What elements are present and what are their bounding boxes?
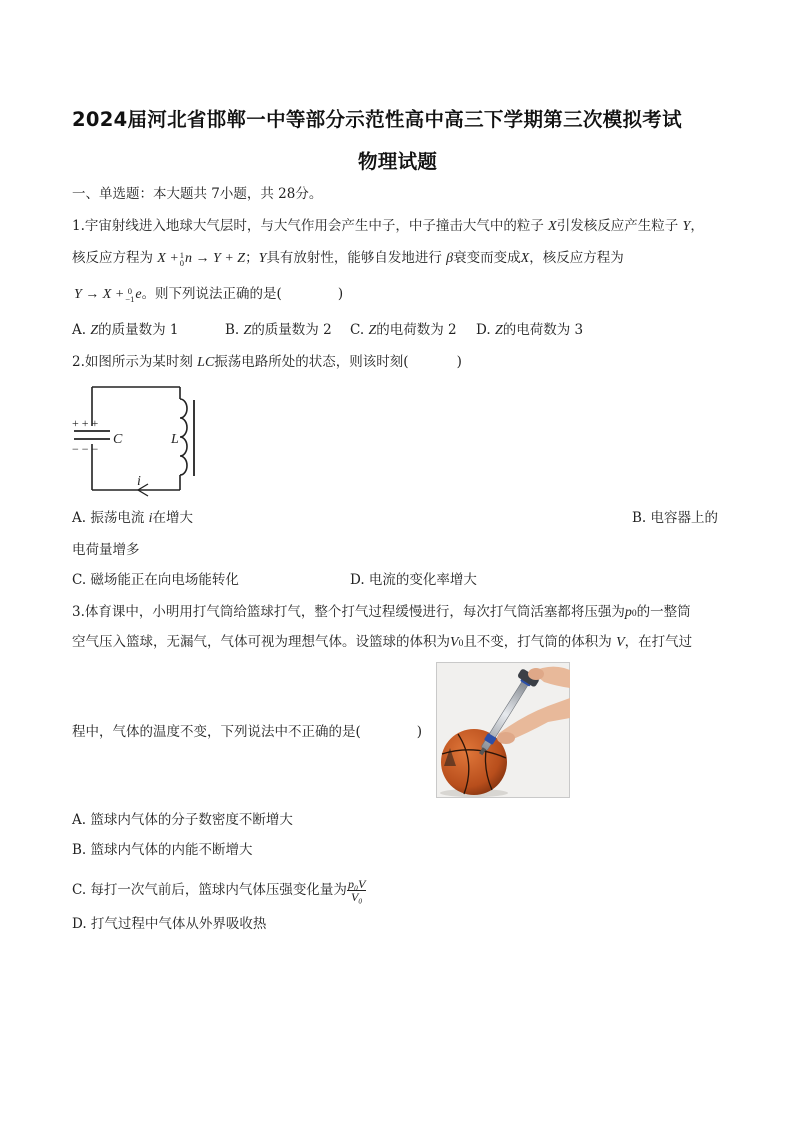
q3-line-2: 空气压入篮球，无漏气，气体可视为理想气体。设篮球的体积为V0且不变，打气筒的体积为 V，在打气过: [72, 634, 693, 650]
basketball-pump-photo: [436, 662, 570, 798]
q1-option-b: B. Z的质量数为 2: [225, 322, 332, 338]
q1-option-c: C. Z的电荷数为 2: [350, 322, 457, 338]
page-title: 2024届河北省邯郸一中等部分示范性高中高三下学期第三次模拟考试: [72, 108, 682, 131]
hand-lower: [497, 732, 515, 744]
q1-equation-2: Y → X + 0 −1 e: [74, 285, 142, 304]
q1-option-a: A. Z的质量数为 1: [72, 322, 179, 338]
q3-option-a: A. 篮球内气体的分子数密度不断增大: [72, 812, 293, 828]
q3-line-1: 3.体育课中，小明用打气筒给篮球打气，整个打气过程缓慢进行，每次打气筒活塞都将压强为p0的一整筒: [72, 604, 691, 620]
q2-option-b: B. 电容器上的: [632, 510, 719, 526]
lc-circuit-diagram: [68, 382, 208, 498]
q1-line-3: Y → X + 0 −1 e。则下列说法正确的是( ): [74, 285, 344, 304]
q1-option-d: D. Z的电荷数为 3: [476, 322, 584, 338]
q1-equation-1: X + 1 0 n → Y + Z: [157, 249, 246, 268]
q2-option-c: C. 磁场能正在向电场能转化: [72, 572, 239, 588]
q3-option-b: B. 篮球内气体的内能不断增大: [72, 842, 253, 858]
q2-option-b-continued: 电荷量增多: [72, 542, 140, 558]
q2-option-d: D. 电流的变化率增大: [350, 572, 477, 588]
section-heading: 一、单选题：本大题共 7小题，共 28分。: [72, 186, 323, 202]
inductor-label: L: [171, 432, 179, 447]
q2-stem: 2.如图所示为某时刻 LC振荡电路所处的状态，则该时刻( ): [72, 354, 462, 370]
q3-option-c: C. 每打一次气前后，篮球内气体压强变化量为 $\frac{\text{p₀V}}{\text{V₀}}$: [72, 877, 366, 904]
q1-line-1: 1.宇宙射线进入地球大气层时，与大气作用会产生中子，中子撞击大气中的粒子 X引发核反应产生粒子 Y，: [72, 218, 704, 234]
pressure-change-fraction: $\frac{\text{p₀V}}{\text{V₀}}$: [347, 877, 366, 904]
current-label: i: [137, 474, 141, 489]
capacitor-label: C: [113, 432, 123, 447]
inductor-coil: [180, 399, 187, 475]
capacitor-plus-charges: + + +: [72, 416, 99, 430]
q2-option-a: A. 振荡电流 i在增大: [72, 510, 194, 526]
page-subtitle: 物理试题: [358, 150, 438, 173]
hand-upper: [528, 668, 544, 680]
q1-line-2: 核反应方程为 X + 1 0 n → Y + Z；Y具有放射性，能够自发地进行 β衰变而变成X，核反应方程为: [72, 249, 624, 268]
capacitor-minus-charges: − − −: [72, 442, 99, 456]
q3-line-3: 程中，气体的温度不变，下列说法中不正确的是( ): [72, 724, 423, 740]
q3-option-d: D. 打气过程中气体从外界吸收热: [72, 916, 267, 932]
